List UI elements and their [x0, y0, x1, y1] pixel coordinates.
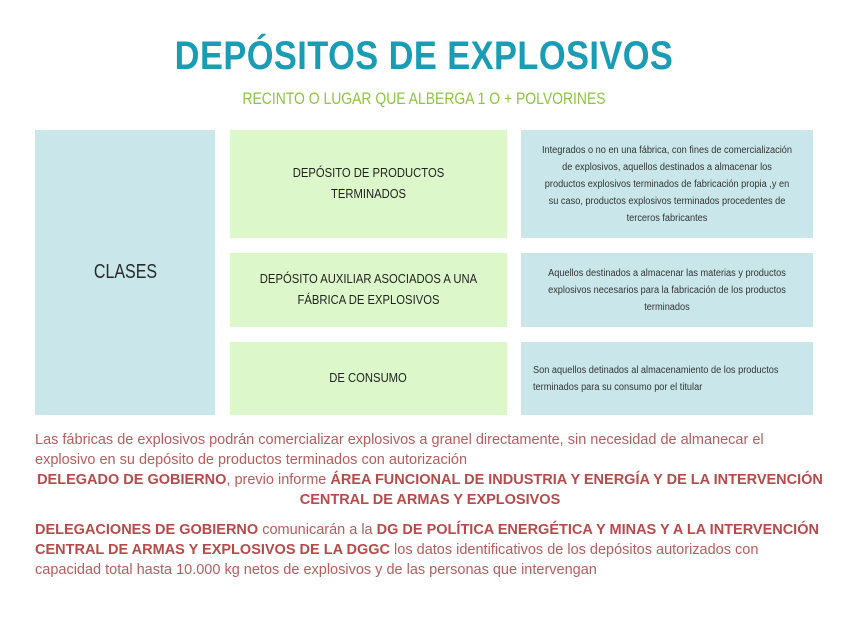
note-text: los datos identificativos de los depósitos autorizados con capacidad total hasta 10.000 kg netos de explosivos y de las personas que intervengan: [35, 542, 759, 578]
note-paragraph-1: Las fábricas de explosivos podrán comercializar explosivos a granel directamente, sin necesidad de almanecar el explosivo en su depósito de productos terminados con autorización: [35, 432, 764, 468]
description-box-de-consumo: [521, 342, 813, 415]
note-text: , previo informe: [226, 472, 331, 488]
clases-label: CLASES: [93, 261, 157, 283]
class-description: Son aquellos detinados al almacenamiento de los productos terminados para su consumo por el titular: [533, 364, 779, 393]
class-name: DEPÓSITO DE PRODUCTOS TERMINADOS: [292, 166, 445, 201]
class-box-deposito-auxiliar: [230, 253, 507, 327]
description-box-deposito-auxiliar: [521, 253, 813, 327]
class-description: Integrados o no en una fábrica, con fines de comercialización de explosivos, aquellos destinados a almacenar los productos explosivos terminados de fabricación propia ,y en su caso, productos explosivos terminados procedentes de terceros fabricantes: [541, 144, 793, 224]
class-name: DE CONSUMO: [329, 371, 408, 385]
note-bold-text: DG DE POLÍTICA ENERGÉTICA Y MINAS Y A LA INTERVENCIÓN CENTRAL DE ARMAS Y EXPLOSIVOS DE LA DGGC: [35, 522, 819, 558]
clases-box: [35, 130, 215, 415]
description-box-productos-terminados: [521, 130, 813, 238]
note-text: comunicarán a la: [258, 522, 377, 538]
page-subtitle: RECINTO O LUGAR QUE ALBERGA 1 O + POLVORINES: [242, 89, 606, 108]
note-bold-text: ÁREA FUNCIONAL DE INDUSTRIA Y ENERGÍA Y DE LA INTERVENCIÓN CENTRAL DE ARMAS Y EXPLOSIVOS: [299, 472, 823, 508]
class-description: Aquellos destinados a almacenar las materias y productos explosivos necesarios para la fabricación de los productos terminados: [548, 267, 786, 313]
note-bold-text: DELEGADO DE GOBIERNO: [37, 472, 227, 488]
note-bold-text: DELEGACIONES DE GOBIERNO: [35, 522, 259, 538]
class-box-de-consumo: [230, 342, 507, 415]
class-name: DEPÓSITO AUXILIAR ASOCIADOS A UNA FÁBRICA DE EXPLOSIVOS: [259, 272, 478, 307]
note-paragraph-3: [35, 520, 825, 580]
page-title: DEPÓSITOS DE EXPLOSIVOS: [174, 34, 674, 78]
note-paragraph-2: [35, 470, 825, 510]
class-box-productos-terminados: [230, 130, 507, 238]
